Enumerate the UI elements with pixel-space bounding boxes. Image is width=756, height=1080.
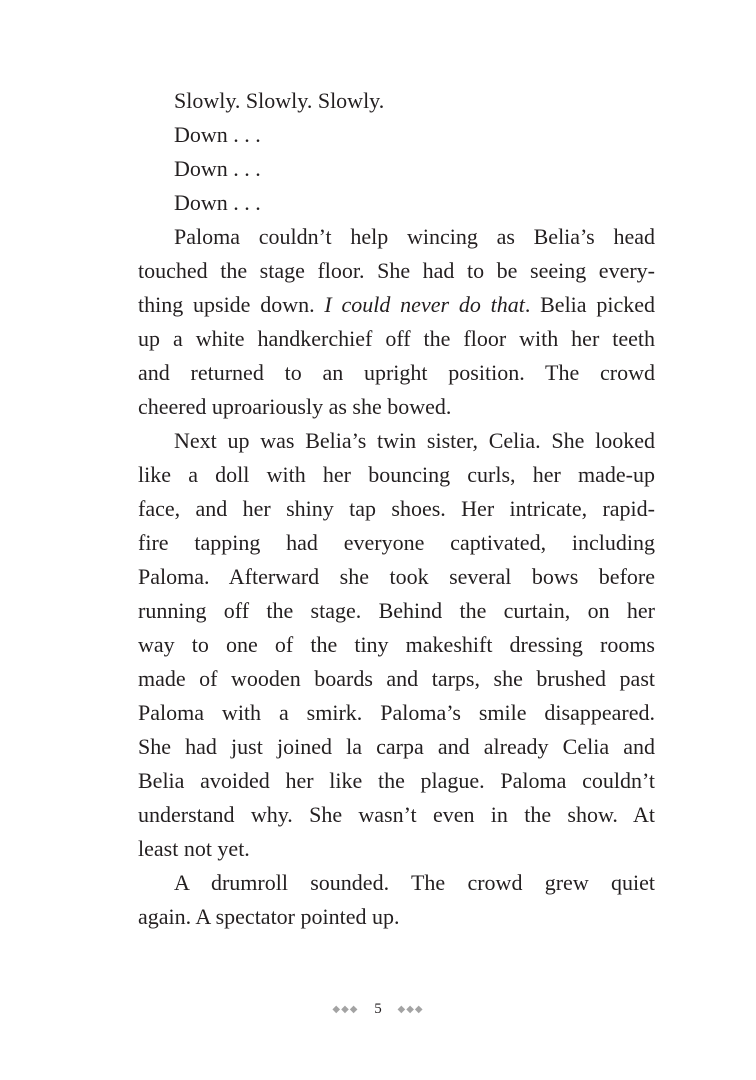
text-line: Down . . . <box>174 190 261 215</box>
text-line: made of wooden boards and tarps, she brushed past <box>138 666 655 691</box>
text-line: Belia avoided her like the plague. Paloma couldn’t <box>138 768 655 793</box>
text-line: Paloma couldn’t help wincing as Belia’s head <box>174 224 655 249</box>
text-line: face, and her shiny tap shoes. Her intricate, rapid- <box>138 496 655 521</box>
text-line: She had just joined la carpa and already Celia and <box>138 734 655 759</box>
text-line: touched the stage floor. She had to be seeing every- <box>138 258 655 283</box>
ornament-right-icon: ◆◆◆ <box>397 1004 424 1016</box>
page-number: 5 <box>374 1001 382 1018</box>
text-line: running off the stage. Behind the curtain, on her <box>138 598 655 623</box>
text-line: Paloma with a smirk. Paloma’s smile disappeared. <box>138 700 655 725</box>
text-line: Next up was Belia’s twin sister, Celia. She looked <box>174 428 655 453</box>
text-line <box>138 288 655 322</box>
text-line: up a white handkerchief off the floor with her teeth <box>138 326 655 351</box>
text-line: Down . . . <box>174 156 261 181</box>
text-line: understand why. She wasn’t even in the show. At <box>138 802 655 827</box>
text-line: Down . . . <box>174 122 261 147</box>
text-line: A drumroll sounded. The crowd grew quiet <box>174 870 655 895</box>
text-line: again. A spectator pointed up. <box>138 904 400 929</box>
text-run: thing upside down. <box>138 292 325 317</box>
text-line: like a doll with her bouncing curls, her made-up <box>138 462 655 487</box>
page-body <box>138 84 655 934</box>
text-line: fire tapping had everyone captivated, including <box>138 530 655 555</box>
italic-thought: I could never do that <box>324 292 525 317</box>
text-line: way to one of the tiny makeshift dressing rooms <box>138 632 655 657</box>
text-line: Paloma. Afterward she took several bows before <box>138 564 655 589</box>
text-line: and returned to an upright position. The crowd <box>138 360 655 385</box>
text-line: cheered uproariously as she bowed. <box>138 394 452 419</box>
text-line: least not yet. <box>138 836 250 861</box>
text-line: Slowly. Slowly. Slowly. <box>174 88 385 113</box>
page-footer <box>0 1001 756 1018</box>
ornament-left-icon: ◆◆◆ <box>332 1004 359 1016</box>
text-run: . Belia picked <box>524 292 655 317</box>
